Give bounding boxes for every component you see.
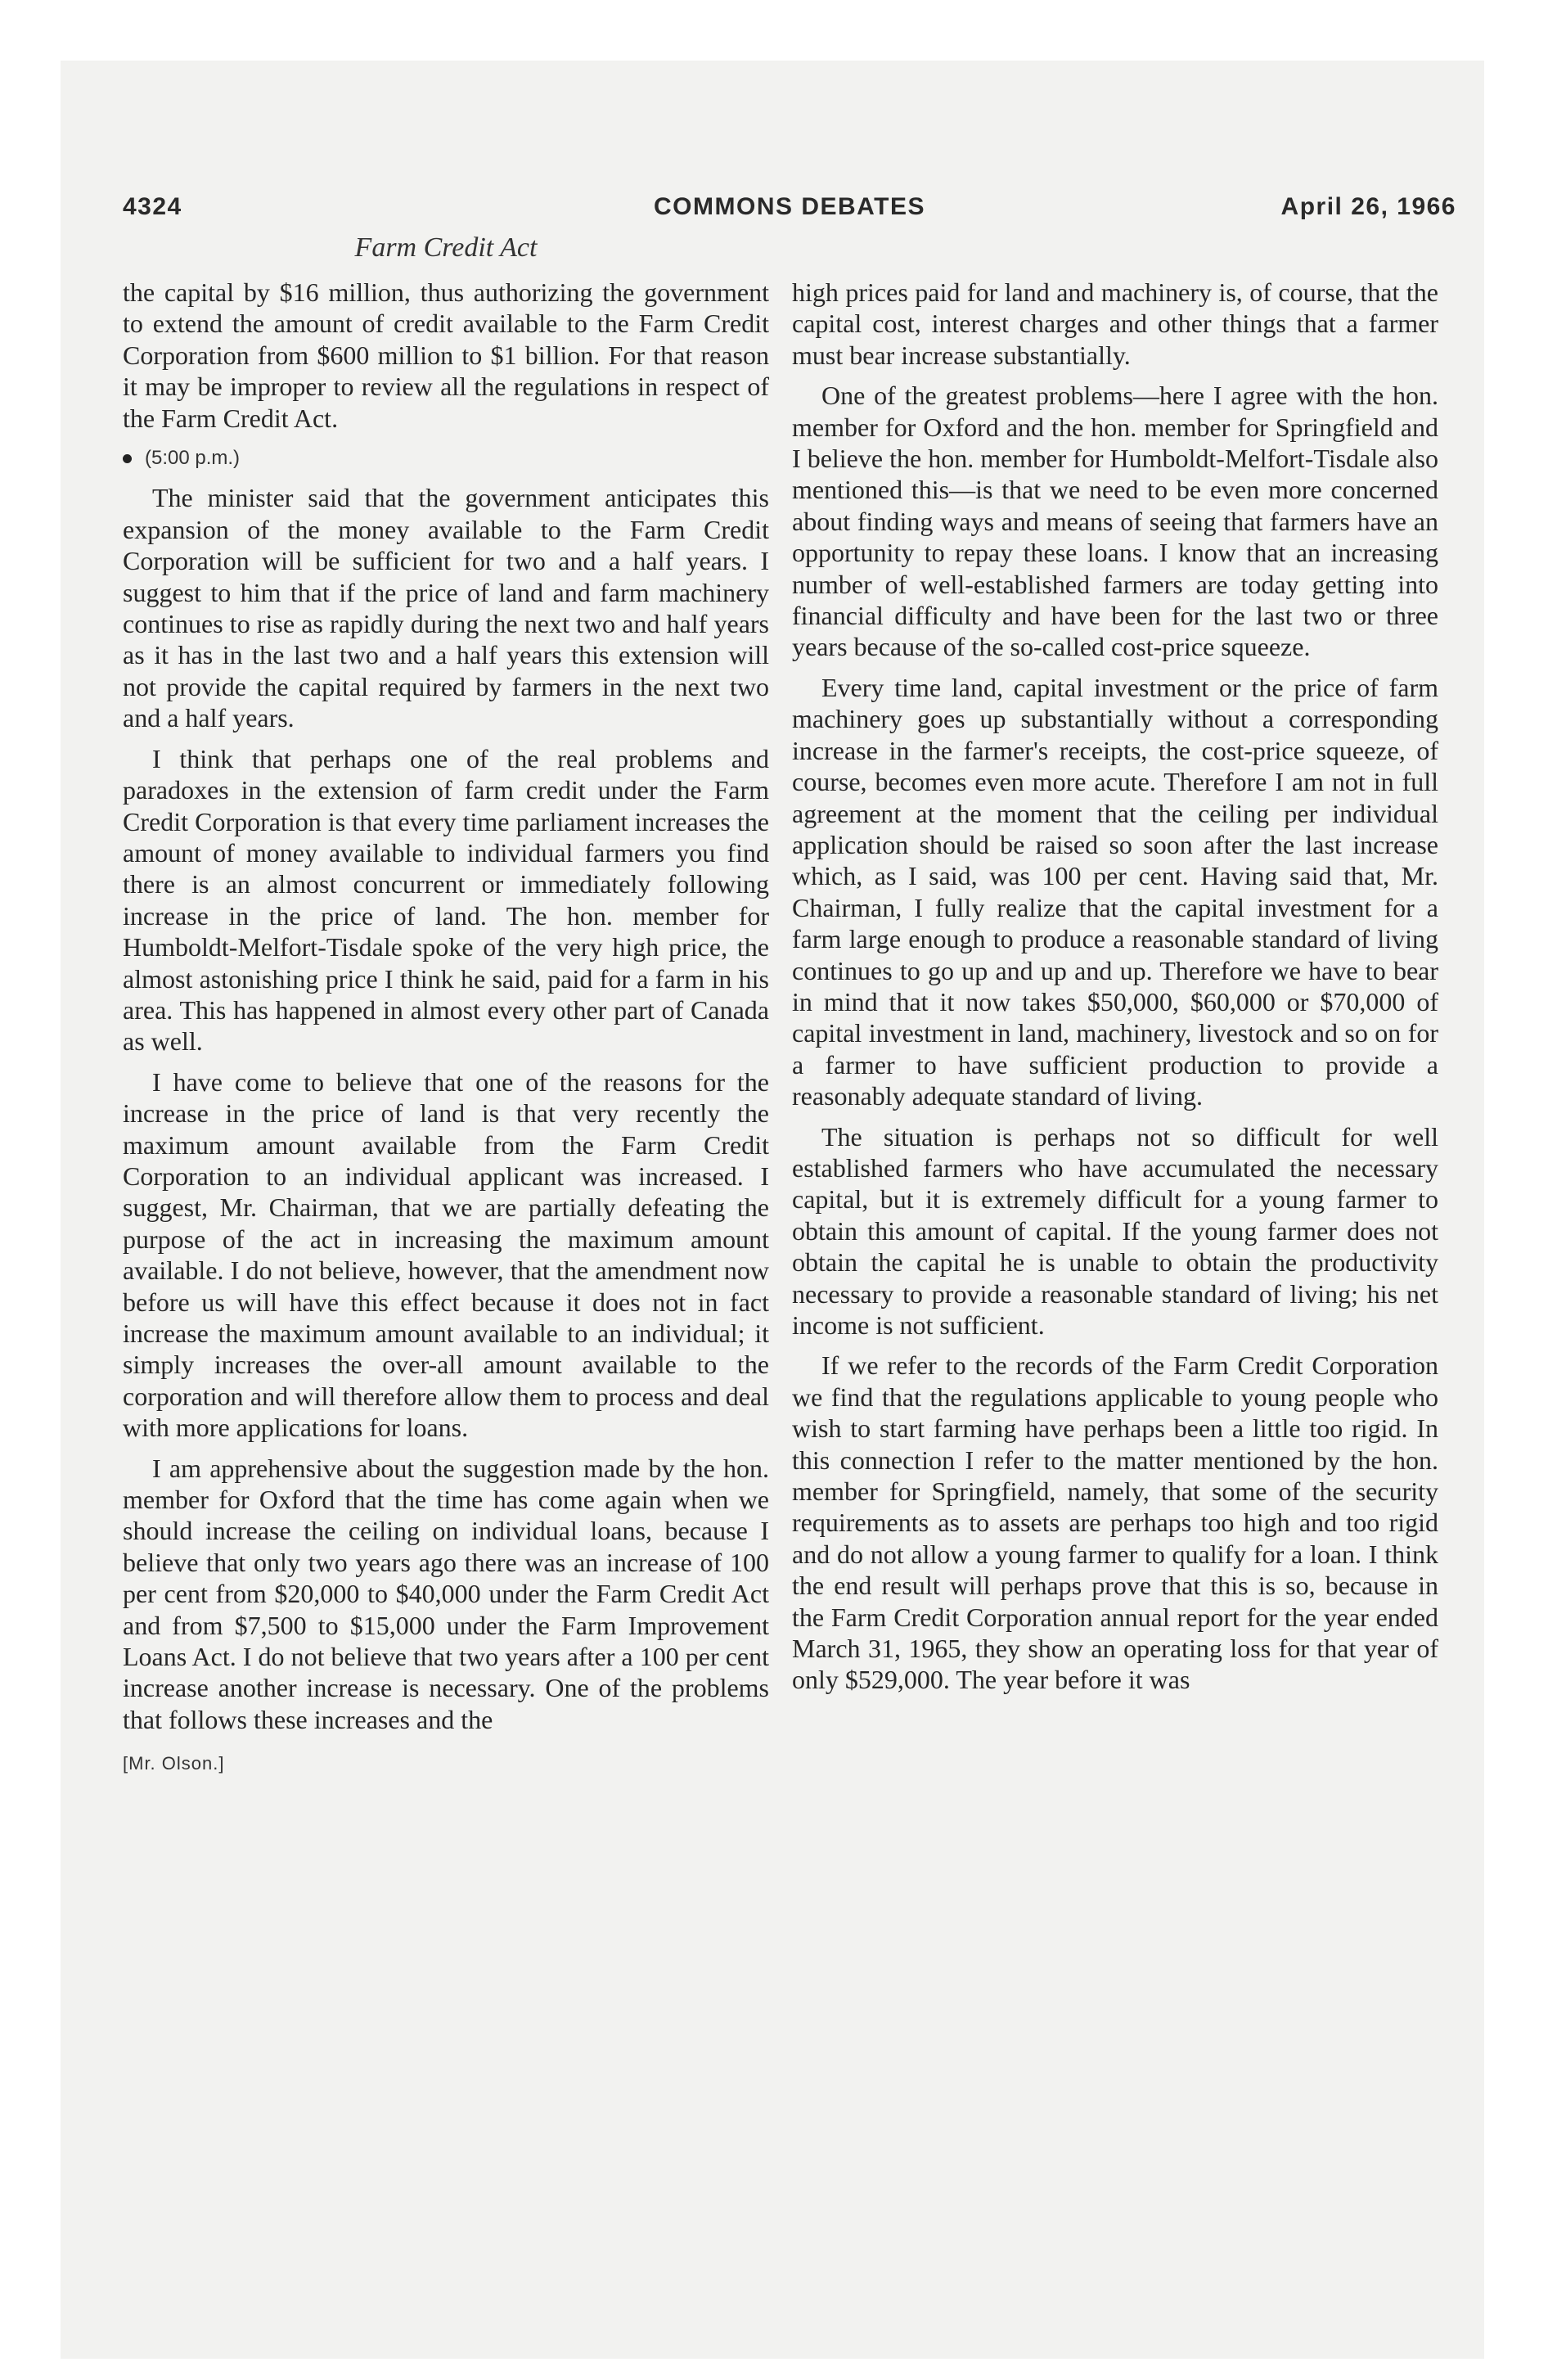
paragraph: I have come to believe that one of the reasons for the increase in the price of land is that very recently the maximum amount available from the Farm Credit Corporation to an individual applicant was increased. I suggest, Mr. Chairman, that we are partially defeating the purpose of the act in increasing the maximum amount available. I do not believe, however, that the amendment now before us will have this effect because it does not in fact increase the maximum amount available to an individual; it simply increases the over-all amount available to the corporation and will therefore allow them to process and deal with more applications for loans.: [123, 1066, 769, 1443]
time-marker: [123, 443, 769, 474]
right-column: [792, 277, 1438, 1705]
publication-date: April 26, 1966: [1280, 193, 1456, 220]
speaker-attribution: [Mr. Olson.]: [123, 1753, 225, 1774]
paragraph: Every time land, capital investment or the price of farm machinery goes up substantially without a corresponding increase in the farmer's receipts, the cost-price squeeze, of course, becomes even more acute. Therefore I am not in full agreement at the moment that the ceiling per individual application should be raised so soon after the last increase which, as I said, was 100 per cent. Having said that, Mr. Chairman, I fully realize that the capital investment for a farm large enough to produce a reasonable standard of living continues to go up and up and up. Therefore we have to bear in mind that it now takes $50,000, $60,000 or $70,000 of capital investment in land, machinery, livestock and so on for a farmer to have sufficient production to provide a reasonably adequate standard of living.: [792, 672, 1438, 1111]
paragraph: The situation is perhaps not so difficult for well established farmers who have accumulated the necessary capital, but it is extremely difficult for a young farmer to obtain this amount of capital. If the young farmer does not obtain the capital he is unable to obtain the productivity necessary to provide a reasonable standard of living; his net income is not sufficient.: [792, 1121, 1438, 1340]
left-column: [123, 277, 769, 1780]
subject-heading: Farm Credit Act: [354, 232, 538, 263]
paragraph: One of the greatest problems—here I agree with the hon. member for Oxford and the hon. member for Springfield and I believe the hon. member for Humboldt-Melfort-Tisdale also mentioned this—is that we need to be even more concerned about finding ways and means of seeing that farmers have an opportunity to repay these loans. I know that an increasing number of well-established farmers are today getting into financial difficulty and have been for the last two or three years because of the so-called cost-price squeeze.: [792, 381, 1438, 662]
time-marker-text: (5:00 p.m.): [145, 447, 241, 470]
page-number: 4324: [123, 193, 182, 220]
paragraph: If we refer to the records of the Farm Credit Corporation we find that the regulations applicable to young people who wish to start farming have perhaps been a little too rigid. In this connection I refer to the matter mentioned by the hon. member for Springfield, namely, that some of the security requirements as to assets are perhaps too high and too rigid and do not allow a young farmer to qualify for a loan. I think the end result will perhaps prove that this is so, because in the Farm Credit Corporation annual report for the year ended March 31, 1965, they show an operating loss for that year of only $529,000. The year before it was: [792, 1350, 1438, 1695]
paragraph: the capital by $16 million, thus authorizing the government to extend the amount of credit available to the Farm Credit Corporation from $600 million to $1 billion. For that reason it may be improper to review all the regulations in respect of the Farm Credit Act.: [123, 277, 769, 433]
paragraph: The minister said that the government anticipates this expansion of the money available to the Farm Credit Corporation will be sufficient for two and a half years. I suggest to him that if the price of land and farm machinery continues to rise as rapidly during the next two and half years as it has in the last two and a half years this extension will not provide the capital required by farmers in the next two and a half years.: [123, 483, 769, 733]
page-header: [123, 193, 1456, 234]
paragraph: I think that perhaps one of the real problems and paradoxes in the extension of farm credit under the Farm Credit Corporation is that every time parliament increases the amount of money available to individual farmers you find there is an almost concurrent or immediately following increase in the price of land. The hon. member for Humboldt-Melfort-Tisdale spoke of the very high price, the almost astonishing price I think he said, paid for a farm in his area. This has happened in almost every other part of Canada as well.: [123, 743, 769, 1057]
paragraph: I am apprehensive about the suggestion made by the hon. member for Oxford that the time has come again when we should increase the ceiling on individual loans, because I believe that only two years ago there was an increase of 100 per cent from $20,000 to $40,000 under the Farm Credit Act and from $7,500 to $15,000 under the Farm Improvement Loans Act. I do not believe that two years after a 100 per cent increase another increase is necessary. One of the problems that follows these increases and the: [123, 1453, 769, 1734]
paragraph: high prices paid for land and machinery is, of course, that the capital cost, interest charges and other things that a farmer must bear increase substantially.: [792, 277, 1438, 370]
publication-title: COMMONS DEBATES: [654, 193, 925, 220]
bullet-icon: [123, 454, 132, 463]
